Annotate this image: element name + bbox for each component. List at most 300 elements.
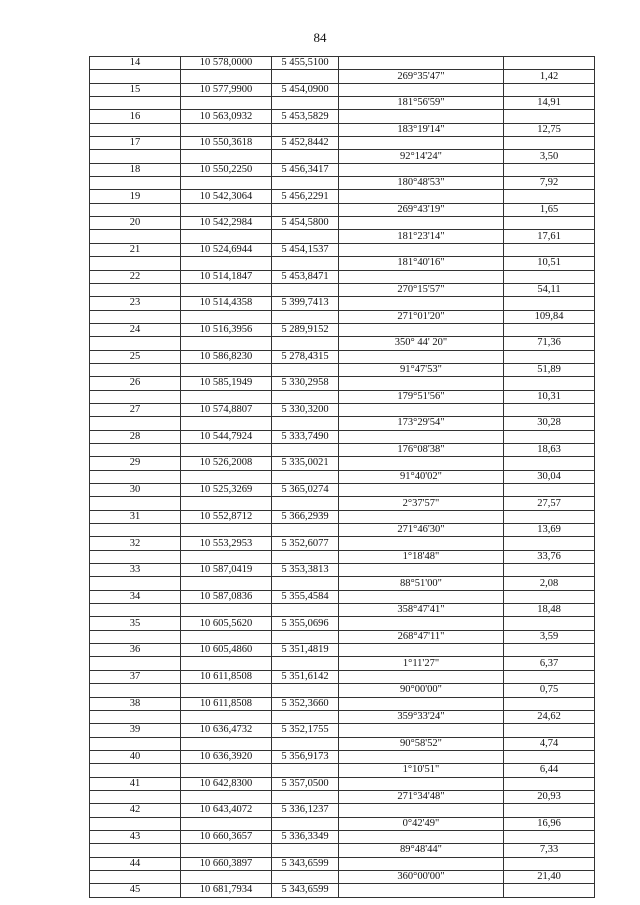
segment-length: 18,63 [504,443,595,456]
direction-angle: 358°47'41" [339,604,504,617]
y-coordinate: 5 399,7413 [272,297,339,310]
empty-cell [272,524,339,537]
segment-length: 1,65 [504,203,595,216]
point-row [90,590,595,603]
segment-length: 12,75 [504,123,595,136]
point-number: 21 [90,243,181,256]
x-coordinate: 10 611,8508 [181,670,272,683]
x-coordinate: 10 542,3064 [181,190,272,203]
direction-angle: 181°23'14" [339,230,504,243]
x-coordinate: 10 585,1949 [181,377,272,390]
empty-cell [90,257,181,270]
direction-angle: 271°46'30" [339,524,504,537]
empty-cell [272,604,339,617]
angle-cell [339,350,504,363]
point-row [90,804,595,817]
length-cell [504,377,595,390]
length-cell [504,243,595,256]
x-coordinate: 10 578,0000 [181,57,272,70]
segment-length: 3,59 [504,630,595,643]
point-number: 24 [90,323,181,336]
direction-angle: 269°43'19" [339,203,504,216]
point-row [90,270,595,283]
x-coordinate: 10 524,6944 [181,243,272,256]
point-number: 31 [90,510,181,523]
x-coordinate: 10 526,2008 [181,457,272,470]
empty-cell [272,283,339,296]
y-coordinate: 5 289,9152 [272,323,339,336]
empty-cell [272,497,339,510]
angle-cell [339,270,504,283]
angle-cell [339,403,504,416]
segment-row [90,524,595,537]
angle-cell [339,697,504,710]
empty-cell [181,497,272,510]
empty-cell [272,657,339,670]
segment-length: 6,37 [504,657,595,670]
angle-cell [339,430,504,443]
point-number: 40 [90,750,181,763]
x-coordinate: 10 542,2984 [181,217,272,230]
segment-length: 24,62 [504,710,595,723]
direction-angle: 360°00'00" [339,870,504,883]
length-cell [504,457,595,470]
empty-cell [272,203,339,216]
x-coordinate: 10 550,2250 [181,163,272,176]
empty-cell [90,577,181,590]
y-coordinate: 5 330,2958 [272,377,339,390]
segment-length: 10,51 [504,257,595,270]
segment-row [90,630,595,643]
point-number: 30 [90,484,181,497]
empty-cell [181,577,272,590]
segment-row [90,817,595,830]
empty-cell [90,310,181,323]
x-coordinate: 10 574,8807 [181,403,272,416]
point-row [90,163,595,176]
point-row [90,323,595,336]
y-coordinate: 5 336,1237 [272,804,339,817]
length-cell [504,83,595,96]
segment-row [90,123,595,136]
x-coordinate: 10 587,0419 [181,564,272,577]
y-coordinate: 5 343,6599 [272,857,339,870]
direction-angle: 2°37'57" [339,497,504,510]
segment-row [90,844,595,857]
empty-cell [90,524,181,537]
segment-length: 7,92 [504,177,595,190]
angle-cell [339,57,504,70]
segment-length: 20,93 [504,790,595,803]
empty-cell [181,470,272,483]
empty-cell [272,710,339,723]
x-coordinate: 10 544,7924 [181,430,272,443]
point-number: 16 [90,110,181,123]
y-coordinate: 5 365,0274 [272,484,339,497]
empty-cell [181,604,272,617]
x-coordinate: 10 587,0836 [181,590,272,603]
angle-cell [339,830,504,843]
empty-cell [90,737,181,750]
empty-cell [272,577,339,590]
empty-cell [90,870,181,883]
empty-cell [272,844,339,857]
empty-cell [272,257,339,270]
x-coordinate: 10 525,3269 [181,484,272,497]
y-coordinate: 5 452,8442 [272,137,339,150]
point-number: 32 [90,537,181,550]
empty-cell [90,790,181,803]
point-row [90,403,595,416]
segment-length: 33,76 [504,550,595,563]
segment-row [90,604,595,617]
length-cell [504,484,595,497]
empty-cell [90,230,181,243]
segment-row [90,363,595,376]
point-number: 43 [90,830,181,843]
length-cell [504,590,595,603]
empty-cell [181,417,272,430]
segment-row [90,203,595,216]
y-coordinate: 5 333,7490 [272,430,339,443]
angle-cell [339,510,504,523]
direction-angle: 271°34'48" [339,790,504,803]
empty-cell [272,737,339,750]
length-cell [504,297,595,310]
direction-angle: 183°19'14" [339,123,504,136]
segment-row [90,790,595,803]
angle-cell [339,163,504,176]
empty-cell [272,470,339,483]
empty-cell [90,363,181,376]
segment-row [90,230,595,243]
direction-angle: 1°18'48" [339,550,504,563]
direction-angle: 89°48'44" [339,844,504,857]
point-row [90,857,595,870]
empty-cell [181,337,272,350]
length-cell [504,830,595,843]
angle-cell [339,297,504,310]
point-number: 35 [90,617,181,630]
x-coordinate: 10 563,0932 [181,110,272,123]
y-coordinate: 5 353,3813 [272,564,339,577]
segment-row [90,684,595,697]
length-cell [504,350,595,363]
empty-cell [272,123,339,136]
angle-cell [339,377,504,390]
y-coordinate: 5 352,1755 [272,724,339,737]
coordinates-table-body [90,57,595,898]
length-cell [504,564,595,577]
segment-row [90,497,595,510]
y-coordinate: 5 366,2939 [272,510,339,523]
point-row [90,137,595,150]
y-coordinate: 5 343,6599 [272,884,339,897]
empty-cell [272,443,339,456]
empty-cell [181,550,272,563]
direction-angle: 359°33'24" [339,710,504,723]
empty-cell [181,737,272,750]
point-number: 27 [90,403,181,416]
angle-cell [339,884,504,897]
y-coordinate: 5 336,3349 [272,830,339,843]
empty-cell [272,764,339,777]
y-coordinate: 5 453,5829 [272,110,339,123]
segment-length: 2,08 [504,577,595,590]
segment-length: 13,69 [504,524,595,537]
point-row [90,83,595,96]
y-coordinate: 5 356,9173 [272,750,339,763]
empty-cell [90,337,181,350]
angle-cell [339,590,504,603]
direction-angle: 271°01'20" [339,310,504,323]
angle-cell [339,243,504,256]
segment-length: 4,74 [504,737,595,750]
empty-cell [181,203,272,216]
x-coordinate: 10 636,3920 [181,750,272,763]
length-cell [504,163,595,176]
length-cell [504,697,595,710]
length-cell [504,617,595,630]
segment-length: 1,42 [504,70,595,83]
direction-angle: 268°47'11" [339,630,504,643]
x-coordinate: 10 605,4860 [181,644,272,657]
x-coordinate: 10 516,3956 [181,323,272,336]
y-coordinate: 5 330,3200 [272,403,339,416]
direction-angle: 91°40'02" [339,470,504,483]
length-cell [504,857,595,870]
direction-angle: 92°14'24" [339,150,504,163]
empty-cell [181,123,272,136]
segment-row [90,417,595,430]
point-row [90,564,595,577]
point-number: 44 [90,857,181,870]
point-row [90,670,595,683]
angle-cell [339,323,504,336]
segment-length: 71,36 [504,337,595,350]
empty-cell [181,310,272,323]
x-coordinate: 10 514,4358 [181,297,272,310]
empty-cell [90,764,181,777]
x-coordinate: 10 636,4732 [181,724,272,737]
direction-angle: 91°47'53" [339,363,504,376]
direction-angle: 176°08'38" [339,443,504,456]
angle-cell [339,857,504,870]
empty-cell [90,97,181,110]
angle-cell [339,190,504,203]
segment-length: 27,57 [504,497,595,510]
point-row [90,484,595,497]
empty-cell [90,390,181,403]
point-row [90,377,595,390]
angle-cell [339,750,504,763]
x-coordinate: 10 660,3897 [181,857,272,870]
empty-cell [272,337,339,350]
length-cell [504,510,595,523]
angle-cell [339,537,504,550]
segment-length: 0,75 [504,684,595,697]
direction-angle: 269°35'47" [339,70,504,83]
direction-angle: 350° 44' 20" [339,337,504,350]
x-coordinate: 10 611,8508 [181,697,272,710]
segment-length: 51,89 [504,363,595,376]
length-cell [504,270,595,283]
point-row [90,430,595,443]
empty-cell [90,684,181,697]
direction-angle: 90°00'00" [339,684,504,697]
segment-length: 14,91 [504,97,595,110]
empty-cell [90,844,181,857]
empty-cell [90,417,181,430]
coordinates-table [89,56,595,898]
segment-row [90,310,595,323]
segment-row [90,577,595,590]
empty-cell [90,550,181,563]
direction-angle: 88°51'00" [339,577,504,590]
x-coordinate: 10 577,9900 [181,83,272,96]
empty-cell [272,363,339,376]
empty-cell [181,363,272,376]
point-row [90,190,595,203]
x-coordinate: 10 643,4072 [181,804,272,817]
empty-cell [181,817,272,830]
angle-cell [339,617,504,630]
angle-cell [339,564,504,577]
point-number: 34 [90,590,181,603]
length-cell [504,724,595,737]
point-number: 36 [90,644,181,657]
angle-cell [339,644,504,657]
point-row [90,350,595,363]
point-number: 23 [90,297,181,310]
point-number: 33 [90,564,181,577]
empty-cell [181,230,272,243]
x-coordinate: 10 550,3618 [181,137,272,150]
segment-row [90,443,595,456]
length-cell [504,403,595,416]
empty-cell [90,203,181,216]
direction-angle: 180°48'53" [339,177,504,190]
point-number: 28 [90,430,181,443]
point-number: 39 [90,724,181,737]
segment-length: 30,28 [504,417,595,430]
y-coordinate: 5 454,1537 [272,243,339,256]
length-cell [504,804,595,817]
direction-angle: 173°29'54" [339,417,504,430]
point-row [90,297,595,310]
point-number: 38 [90,697,181,710]
direction-angle: 179°51'56" [339,390,504,403]
empty-cell [181,97,272,110]
point-row [90,884,595,897]
segment-row [90,870,595,883]
point-row [90,777,595,790]
direction-angle: 90°58'52" [339,737,504,750]
point-row [90,110,595,123]
y-coordinate: 5 278,4315 [272,350,339,363]
empty-cell [272,97,339,110]
point-number: 26 [90,377,181,390]
empty-cell [90,630,181,643]
empty-cell [181,524,272,537]
segment-row [90,710,595,723]
segment-row [90,657,595,670]
length-cell [504,750,595,763]
empty-cell [272,870,339,883]
point-row [90,617,595,630]
length-cell [504,777,595,790]
empty-cell [272,390,339,403]
y-coordinate: 5 453,8471 [272,270,339,283]
point-number: 25 [90,350,181,363]
angle-cell [339,83,504,96]
point-row [90,750,595,763]
empty-cell [181,177,272,190]
direction-angle: 181°56'59" [339,97,504,110]
point-row [90,644,595,657]
segment-row [90,97,595,110]
segment-length: 54,11 [504,283,595,296]
angle-cell [339,110,504,123]
empty-cell [181,257,272,270]
empty-cell [181,764,272,777]
angle-cell [339,724,504,737]
point-number: 18 [90,163,181,176]
y-coordinate: 5 351,4819 [272,644,339,657]
empty-cell [272,417,339,430]
empty-cell [181,710,272,723]
empty-cell [90,150,181,163]
empty-cell [181,70,272,83]
point-row [90,57,595,70]
length-cell [504,430,595,443]
point-number: 42 [90,804,181,817]
empty-cell [181,150,272,163]
empty-cell [272,790,339,803]
point-number: 29 [90,457,181,470]
segment-length: 16,96 [504,817,595,830]
y-coordinate: 5 455,5100 [272,57,339,70]
empty-cell [90,657,181,670]
segment-length: 6,44 [504,764,595,777]
empty-cell [181,630,272,643]
point-number: 17 [90,137,181,150]
segment-row [90,764,595,777]
segment-length: 7,33 [504,844,595,857]
length-cell [504,190,595,203]
empty-cell [90,177,181,190]
direction-angle: 181°40'16" [339,257,504,270]
empty-cell [181,443,272,456]
direction-angle: 1°11'27" [339,657,504,670]
segment-row [90,70,595,83]
x-coordinate: 10 586,8230 [181,350,272,363]
y-coordinate: 5 456,3417 [272,163,339,176]
empty-cell [272,310,339,323]
segment-length: 30,04 [504,470,595,483]
length-cell [504,323,595,336]
segment-row [90,390,595,403]
empty-cell [90,604,181,617]
point-number: 19 [90,190,181,203]
point-row [90,537,595,550]
x-coordinate: 10 552,8712 [181,510,272,523]
segment-length: 21,40 [504,870,595,883]
empty-cell [181,684,272,697]
length-cell [504,537,595,550]
x-coordinate: 10 514,1847 [181,270,272,283]
point-row [90,457,595,470]
